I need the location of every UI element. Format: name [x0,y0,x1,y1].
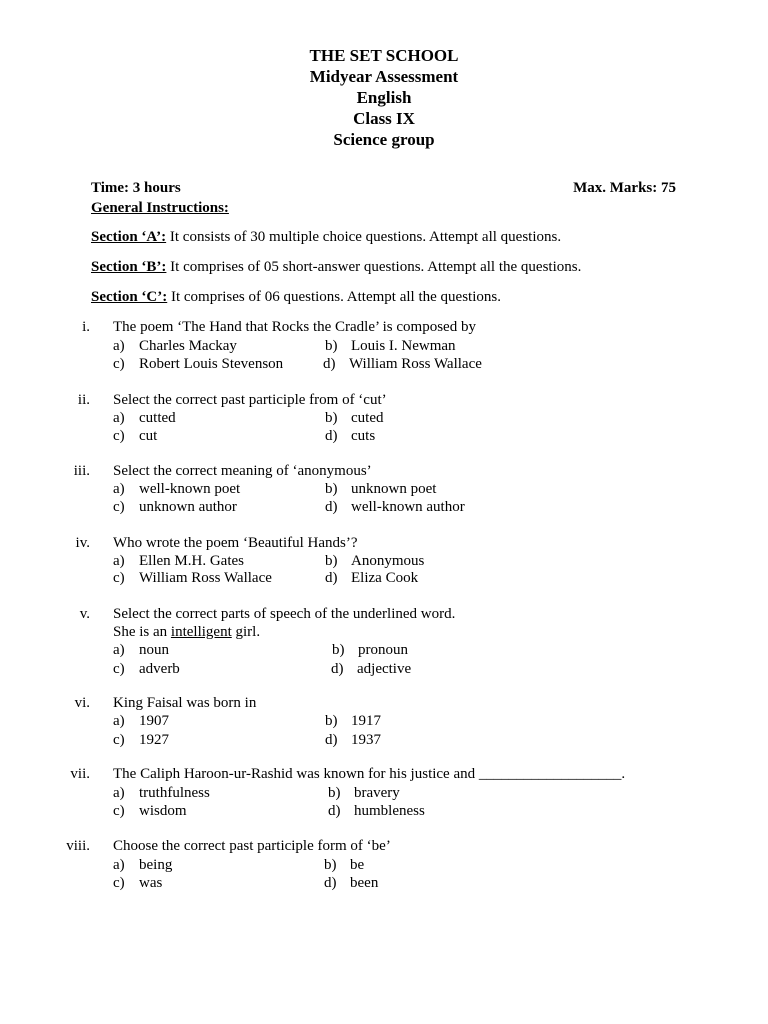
option-letter: a) [113,481,125,497]
option-text: William Ross Wallace [349,356,482,372]
question-text: Select the correct meaning of ‘anonymous’ [113,463,372,479]
option [325,428,375,445]
option [328,803,425,820]
option-text: 1927 [139,732,169,748]
option-letter: b) [325,481,338,497]
section-label: Section ‘B’: [91,259,167,275]
question-text: Select the correct parts of speech of the underlined word. [113,606,456,622]
option-text: 1917 [351,713,381,729]
section-text: It comprises of 06 questions. Attempt all the questions. [167,289,501,305]
option-text: unknown author [139,499,237,515]
assessment-title: Midyear Assessment [309,67,459,86]
sentence-before: She is an [113,624,171,640]
option [113,732,169,749]
option-text: was [139,875,163,891]
option [113,785,210,802]
option-letter: d) [324,875,337,891]
option-letter: d) [325,570,338,586]
underlined-word: intelligent [170,624,232,640]
option [325,553,424,570]
option-text: wisdom [139,803,187,819]
option [328,785,400,802]
question-text: Select the correct past participle from of ‘cut’ [113,392,387,408]
time-label: Time: 3 hours [91,180,181,196]
option-letter: a) [113,713,125,729]
option-text: cut [139,428,158,444]
section-text: It consists of 30 multiple choice questions. Attempt all questions. [166,229,562,245]
option-text: cuts [351,428,376,444]
option-text: pronoun [358,642,408,658]
option-text: Louis I. Newman [351,338,456,354]
general-instructions-heading: General Instructions: [91,200,229,216]
option-text: Anonymous [351,553,425,569]
option [113,428,157,445]
max-marks-label: Max. Marks: 75 [573,180,676,196]
option [113,661,180,678]
option-letter: b) [325,338,338,354]
section-b-instruction [91,259,581,276]
question-number: viii. [66,838,90,854]
option-letter: b) [328,785,341,801]
option-text: bravery [354,785,400,801]
question-number: vii. [70,766,90,782]
question-sentence [113,624,260,641]
option-letter: c) [113,428,125,444]
section-c-instruction [91,289,501,306]
option-text: truthfulness [139,785,210,801]
option [113,803,187,820]
option [325,713,381,730]
option [325,570,418,587]
option [113,553,244,570]
option-letter: c) [113,875,125,891]
question-number: ii. [77,392,90,408]
option [325,410,383,427]
option-text: 1907 [139,713,169,729]
option [332,642,408,659]
option-text: unknown poet [351,481,437,497]
option-text: be [350,857,365,873]
option-text: Eliza Cook [351,570,419,586]
class-title: Class IX [353,109,415,128]
question-text: The Caliph Haroon-ur-Rashid was known for his justice and ___________________. [113,766,626,782]
option [323,356,482,373]
option-text: well-known poet [139,481,241,497]
option-text: cuted [351,410,384,426]
option-letter: b) [325,553,338,569]
option-letter: d) [328,803,341,819]
option-letter: c) [113,661,125,677]
option-letter: a) [113,785,125,801]
option-letter: c) [113,570,125,586]
option-letter: c) [113,499,125,515]
option-text: Robert Louis Stevenson [139,356,284,372]
option [325,499,465,516]
option-text: Ellen M.H. Gates [139,553,244,569]
option [113,857,172,874]
exam-header [0,45,768,150]
option-letter: c) [113,803,125,819]
option-letter: d) [325,732,338,748]
option-letter: b) [325,713,338,729]
option-letter: b) [332,642,345,658]
option-letter: a) [113,338,125,354]
section-label: Section ‘A’: [91,229,167,245]
option [113,481,240,498]
option [331,661,411,678]
option-letter: a) [113,857,125,873]
option [113,499,237,516]
question-number: i. [82,319,90,335]
group-title: Science group [333,130,435,149]
option-text: humbleness [354,803,425,819]
question-number: v. [79,606,90,622]
question-text: The poem ‘The Hand that Rocks the Cradle’ is composed by [113,319,476,335]
section-text: It comprises of 05 short-answer questions. Attempt all the questions. [166,259,582,275]
option [113,570,272,587]
option-letter: d) [331,661,344,677]
option-letter: d) [325,428,338,444]
option-text: been [350,875,379,891]
option-letter: a) [113,553,125,569]
option-text: cutted [139,410,176,426]
section-a-instruction [91,229,561,246]
option [113,642,169,659]
question-number: iv. [75,535,90,551]
option-letter: c) [113,356,125,372]
option-text: being [139,857,173,873]
option-text: Charles Mackay [139,338,237,354]
question-text: Who wrote the poem ‘Beautiful Hands’? [113,535,358,551]
option-text: 1937 [351,732,381,748]
option-letter: a) [113,642,125,658]
option [324,857,364,874]
option-letter: d) [323,356,336,372]
option [325,481,436,498]
option-letter: c) [113,732,125,748]
option-letter: d) [325,499,338,515]
option [325,732,381,749]
option [113,875,162,892]
question-text: Choose the correct past participle form of ‘be’ [113,838,391,854]
option [113,410,176,427]
option [324,875,378,892]
option-letter: b) [325,410,338,426]
option-letter: a) [113,410,125,426]
exam-meta [91,180,676,197]
option-letter: b) [324,857,337,873]
option [325,338,456,355]
option-text: adverb [139,661,180,677]
subject-title: English [356,88,412,107]
section-label: Section ‘C’: [91,289,168,305]
option [113,338,237,355]
option [113,713,169,730]
school-name: THE SET SCHOOL [309,46,459,65]
option-text: well-known author [351,499,465,515]
sentence-after: girl. [231,624,261,640]
option-text: adjective [357,661,412,677]
option [113,356,283,373]
option-text: William Ross Wallace [139,570,272,586]
question-number: iii. [73,463,90,479]
question-number: vi. [74,695,90,711]
option-text: noun [139,642,169,658]
question-text: King Faisal was born in [113,695,257,711]
